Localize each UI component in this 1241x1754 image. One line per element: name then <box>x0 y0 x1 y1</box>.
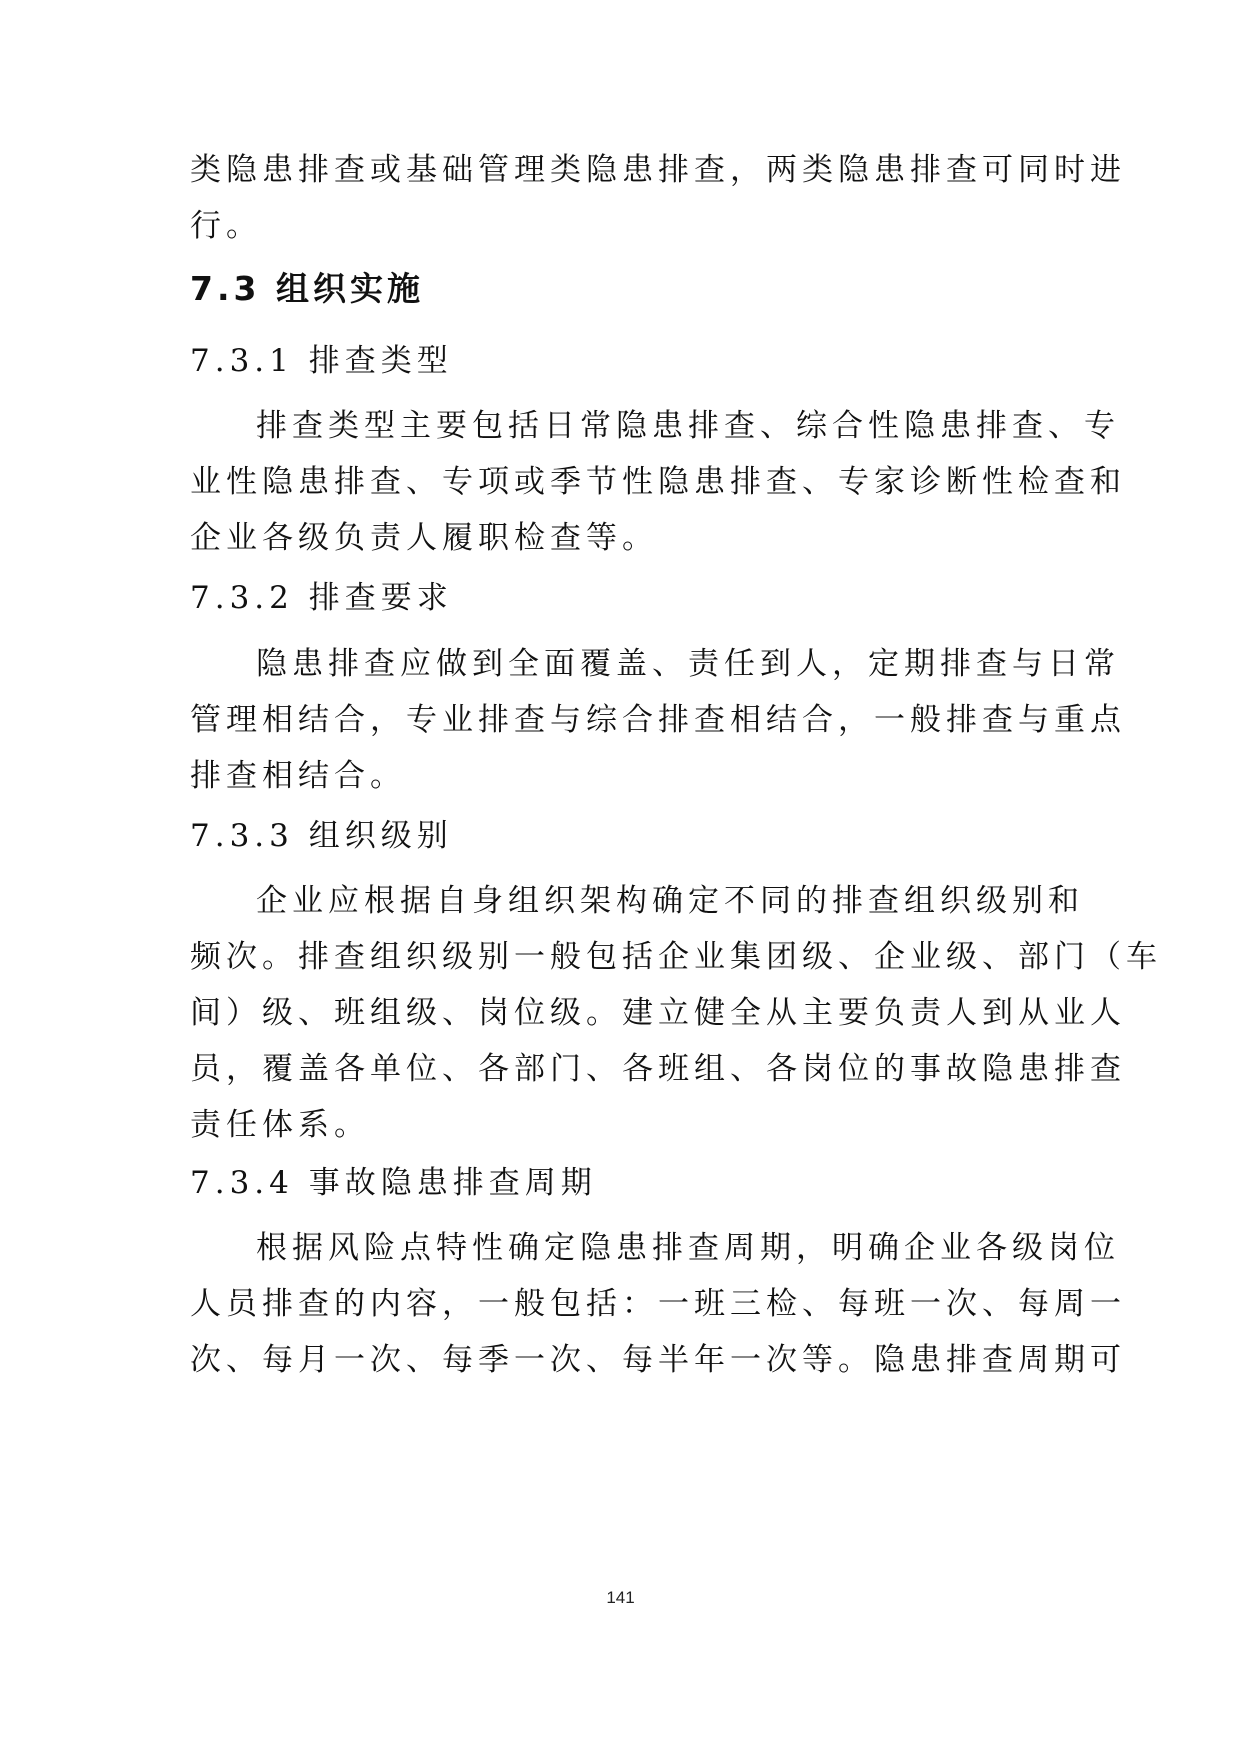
paragraph-line: 员，覆盖各单位、各部门、各班组、各岗位的事故隐患排查 <box>190 1051 1126 1087</box>
subsection-heading-7-3-4: 7.3.4 事故隐患排查周期 <box>190 1165 597 1201</box>
paragraph-line: 根据风险点特性确定隐患排查周期，明确企业各级岗位 <box>256 1230 1120 1266</box>
paragraph-line: 行。 <box>190 208 262 244</box>
paragraph-7-3-1 <box>190 398 1126 566</box>
subsection-heading-7-3-2: 7.3.2 排查要求 <box>190 580 453 616</box>
paragraph-7-3-4 <box>190 1220 1126 1388</box>
paragraph-7-3-3 <box>190 873 1162 1153</box>
paragraph-line: 频次。排查组织级别一般包括企业集团级、企业级、部门（车 <box>190 939 1162 975</box>
continuation-paragraph <box>190 142 1126 254</box>
paragraph-line: 次、每月一次、每季一次、每半年一次等。隐患排查周期可 <box>190 1342 1126 1378</box>
paragraph-line: 管理相结合，专业排查与综合排查相结合，一般排查与重点 <box>190 702 1126 738</box>
page-number: 141 <box>606 1588 635 1607</box>
paragraph-line: 责任体系。 <box>190 1107 370 1143</box>
paragraph-line: 隐患排查应做到全面覆盖、责任到人，定期排查与日常 <box>256 646 1120 682</box>
paragraph-line: 业性隐患排查、专项或季节性隐患排查、专家诊断性检查和 <box>190 464 1126 500</box>
paragraph-7-3-2 <box>190 636 1126 804</box>
paragraph-line: 企业各级负责人履职检查等。 <box>190 520 658 556</box>
subsection-heading-7-3-3: 7.3.3 组织级别 <box>190 818 453 854</box>
paragraph-line: 企业应根据自身组织架构确定不同的排查组织级别和 <box>256 883 1084 919</box>
paragraph-line: 间）级、班组级、岗位级。建立健全从主要负责人到从业人 <box>190 995 1126 1031</box>
paragraph-line: 类隐患排查或基础管理类隐患排查，两类隐患排查可同时进 <box>190 152 1126 188</box>
paragraph-line: 人员排查的内容，一般包括：一班三检、每班一次、每周一 <box>190 1286 1126 1322</box>
section-heading-7-3: 7.3 组织实施 <box>190 269 424 308</box>
subsection-heading-7-3-1: 7.3.1 排查类型 <box>190 343 453 379</box>
paragraph-line: 排查类型主要包括日常隐患排查、综合性隐患排查、专 <box>256 408 1120 444</box>
paragraph-line: 排查相结合。 <box>190 758 406 794</box>
